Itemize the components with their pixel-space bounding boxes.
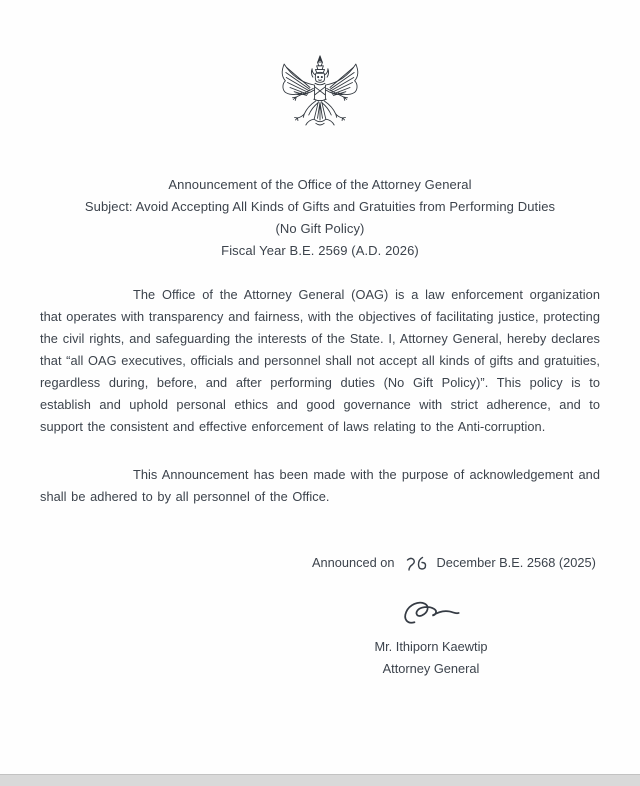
body-paragraph-1: The Office of the Attorney General (OAG) is a law enforcement organization that operates with transparency and fairness, with the objectives of facilitating justice, protecting the civil rights, and safeguarding the interests of the State. I, Attorney General, hereby declares that “all OAG executives, officials and personnel shall not accept all kinds of gifts and gratuities, regardless during, before, and after performing duties (No Gift Policy)”. This policy is to establish and uphold personal ethics and good governance with strict adherence, and to support the consistent and effective enforcement of laws relating to the Anti-corruption.: [40, 287, 600, 434]
signer-title: Attorney General: [382, 661, 480, 676]
announced-prefix: Announced on: [312, 555, 395, 570]
signer-block: [331, 636, 531, 680]
document-heading: [0, 174, 640, 262]
announced-date-line: [312, 552, 596, 574]
announced-suffix: December B.E. 2568 (2025): [436, 555, 596, 570]
signature-handwriting-icon: [398, 594, 470, 634]
handwritten-day-icon: [402, 554, 430, 572]
garuda-emblem-icon: [270, 52, 370, 148]
fiscal-year-line: Fiscal Year B.E. 2569 (A.D. 2026): [221, 243, 419, 258]
signer-name: Mr. Ithiporn Kaewtip: [374, 639, 488, 654]
subject-line: Subject: Avoid Accepting All Kinds of Gifts and Gratuities from Performing Duties: [84, 199, 556, 214]
no-gift-policy-line: (No Gift Policy): [275, 221, 365, 236]
announcement-title: Announcement of the Office of the Attorney General: [168, 177, 472, 192]
page-bottom-edge: [0, 774, 640, 786]
body-paragraph-2: This Announcement has been made with the purpose of acknowledgement and shall be adhered to by all personnel of the Office.: [40, 467, 600, 504]
